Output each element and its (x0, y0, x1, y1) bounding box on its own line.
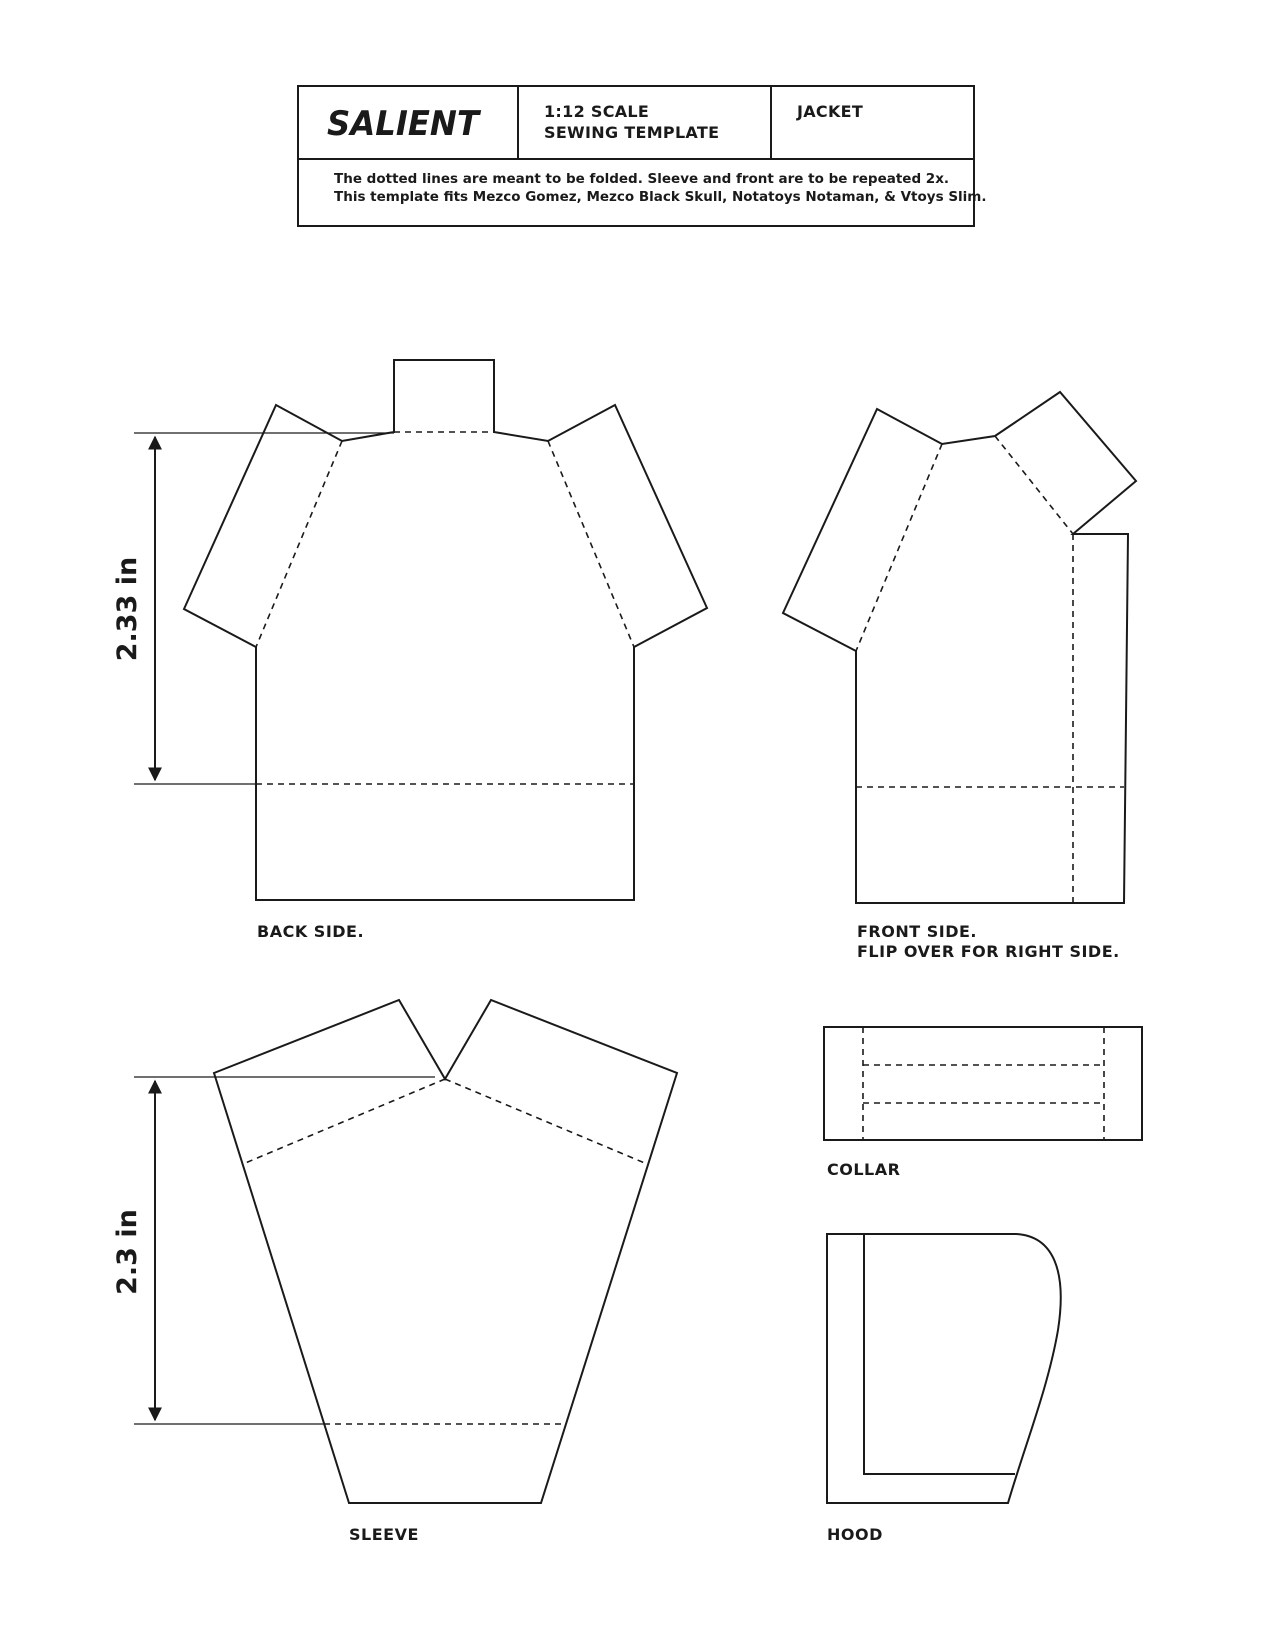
front-side-label: FRONT SIDE. (857, 922, 977, 941)
flip-over-label: FLIP OVER FOR RIGHT SIDE. (857, 942, 1120, 961)
sleeve-dimension (134, 1077, 435, 1424)
back-outline (184, 360, 707, 900)
back-side-label: BACK SIDE. (257, 922, 365, 941)
hood-outline (827, 1234, 1061, 1503)
front-fold-lines (856, 436, 1124, 903)
hood-piece (827, 1234, 1061, 1503)
sleeve-fold-lines (243, 1079, 647, 1424)
hood-inner-line (864, 1234, 1015, 1474)
instruction-line-1: The dotted lines are meant to be folded. Sleeve and front are to be repeated 2x. (334, 171, 950, 187)
hood-label: HOOD (827, 1525, 883, 1544)
collar-label: COLLAR (827, 1160, 901, 1179)
scale-label: 1:12 SCALE (544, 102, 650, 121)
collar-piece (824, 1027, 1142, 1140)
template-label: SEWING TEMPLATE (544, 123, 720, 142)
sleeve-piece (214, 1000, 677, 1503)
sleeve-label: SLEEVE (349, 1525, 419, 1544)
sleeve-height-label: 2.3 in (112, 1209, 143, 1295)
body-dimension (134, 433, 394, 784)
front-piece (783, 392, 1136, 903)
sleeve-outline (214, 1000, 677, 1503)
front-outline (783, 392, 1136, 903)
back-fold-lines (256, 432, 634, 784)
logo-text: SALIENT (327, 104, 482, 143)
body-height-label: 2.33 in (112, 556, 143, 662)
garment-label: JACKET (797, 102, 864, 121)
back-piece (184, 360, 707, 900)
collar-outline (824, 1027, 1142, 1140)
instruction-line-2: This template fits Mezco Gomez, Mezco Black Skull, Notatoys Notaman, & Vtoys Slim. (334, 189, 987, 205)
collar-fold-lines (863, 1027, 1104, 1140)
